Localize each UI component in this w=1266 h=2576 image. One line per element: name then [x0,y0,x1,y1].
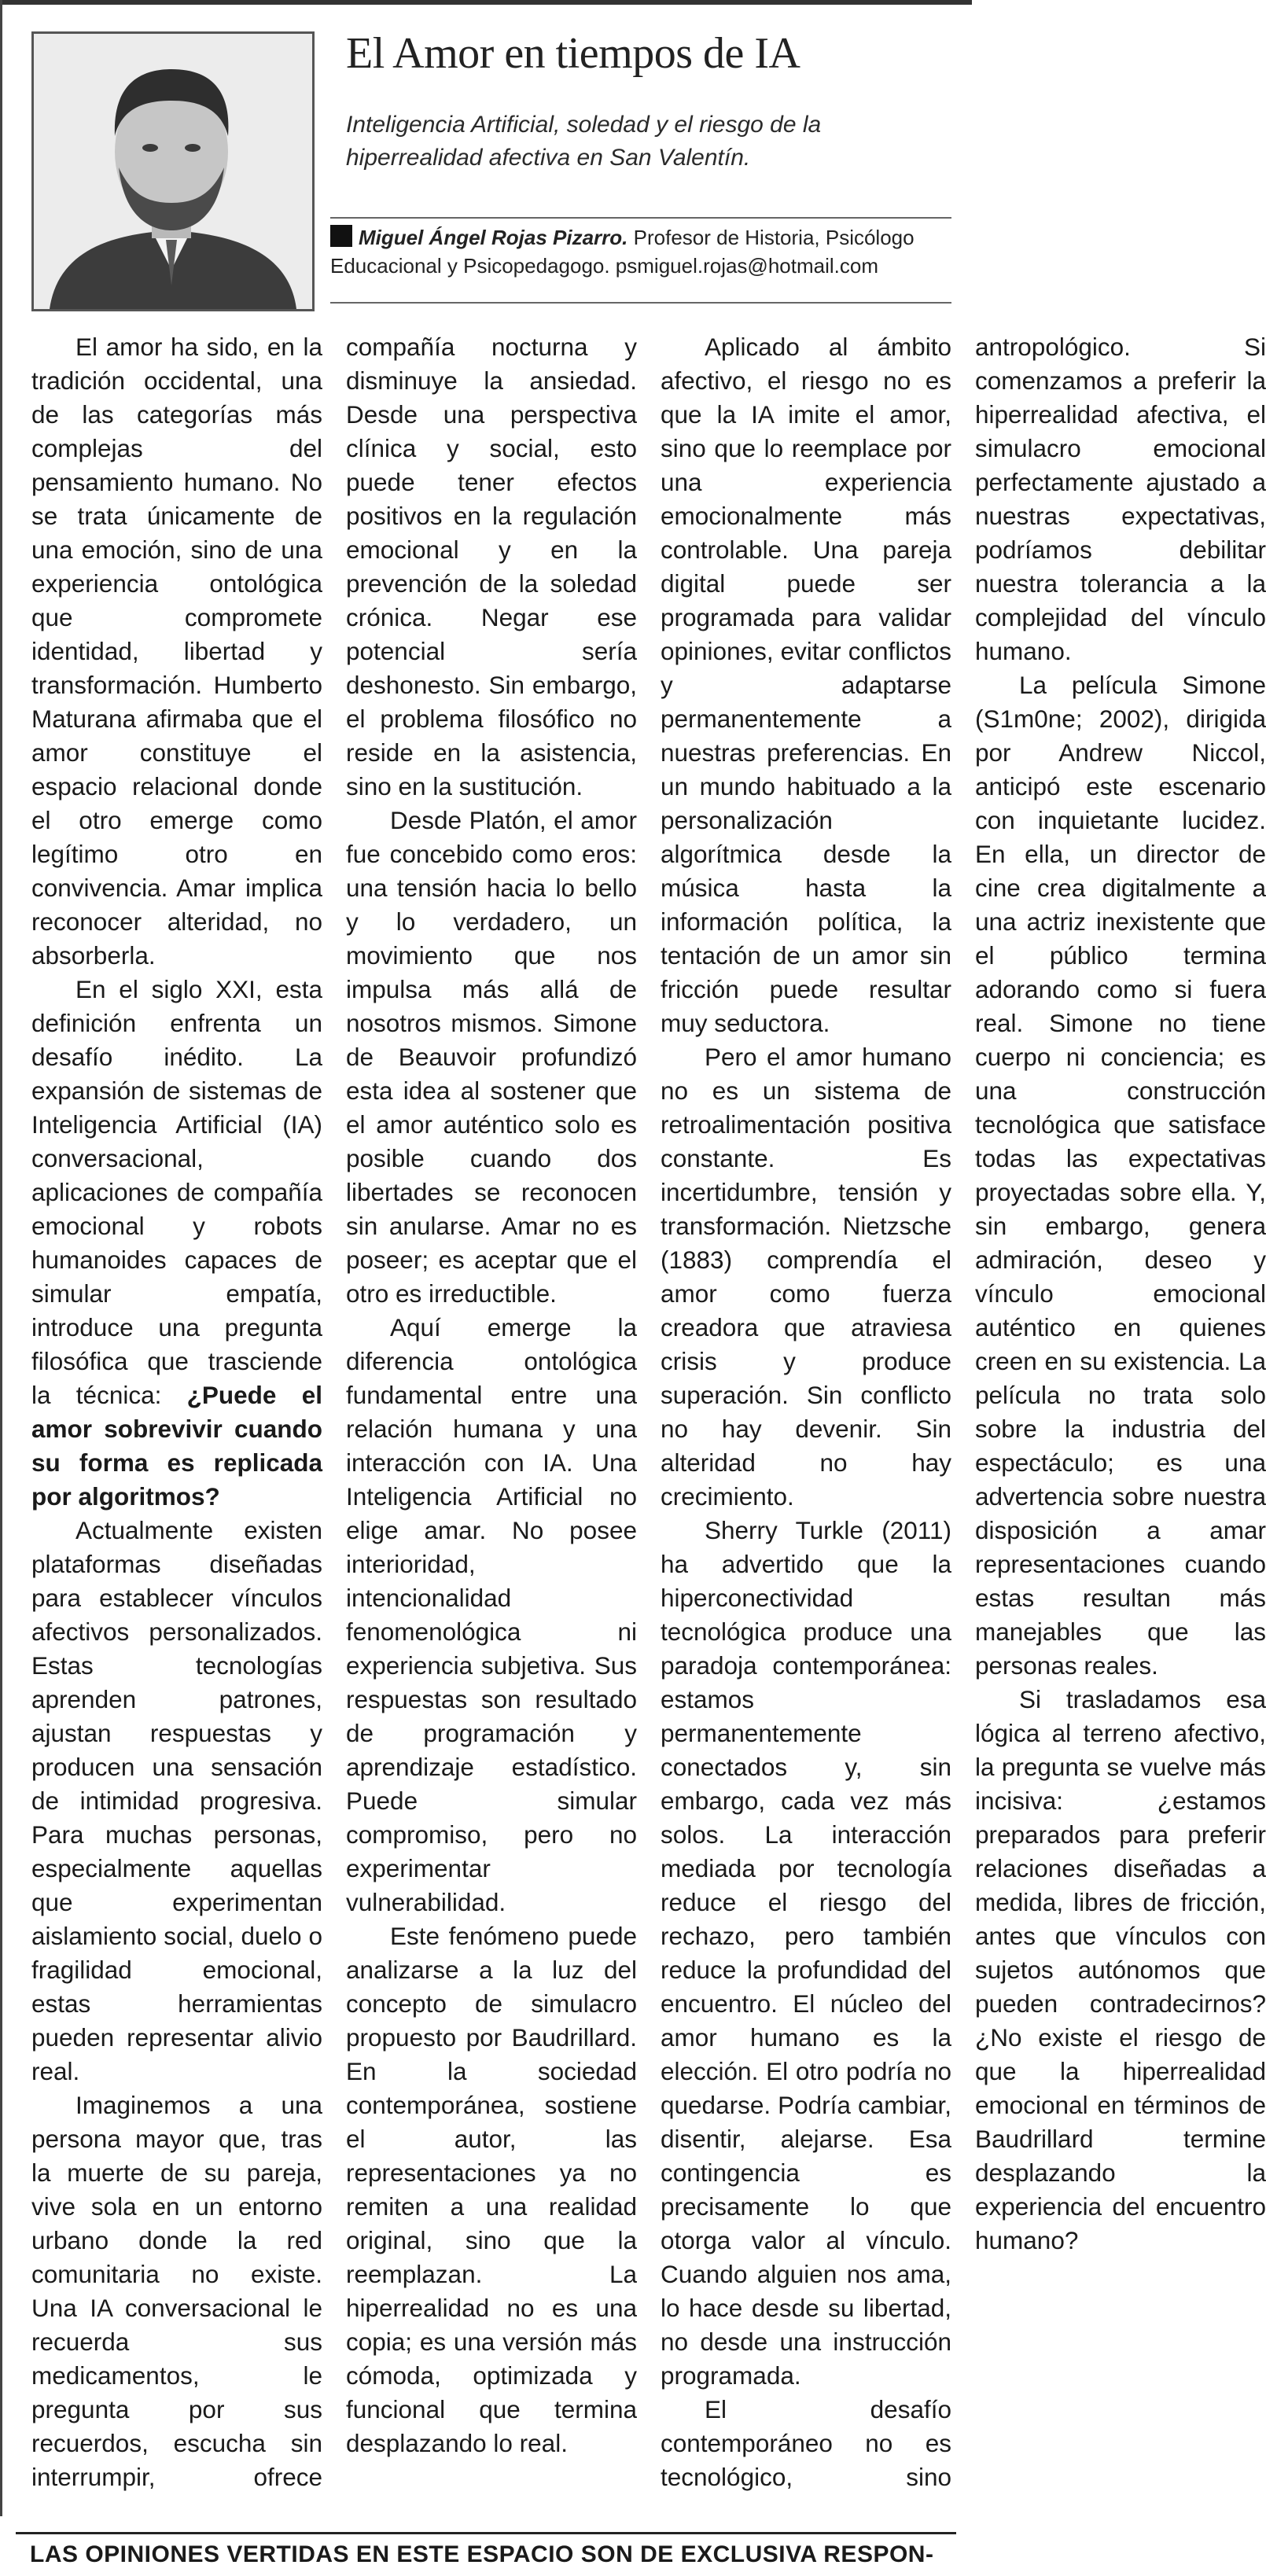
author-bio: Profesor de Historia, Psicólogo Educacional y Psicopedagogo. psmiguel.rojas@hotmail.com [330,226,915,278]
author-name: Miguel Ángel Rojas Pizarro. [359,226,628,249]
article-subtitle: Inteligencia Artificial, soledad y el riesgo de la hiperrealidad afectiva en San Valentín. [346,112,822,171]
paragraph: Pero el amor humano no es un sistema de retroalimentación positiva constante. Es incertidumbre, tensión y transformación. Nietzsche (1883) comprendía el amor como fuerza creadora que atraviesa crisis y produce superación. Sin conflicto no hay devenir. Sin alteridad no hay crecimiento. [661,1043,951,1511]
paragraph: El desafío contemporáneo no es tecnológico, sino antropológico. Si comenzamos a preferir la hiperrealidad afectiva, el simulacro emocional perfectamente ajustado a nuestras expectativas, podríamos debilitar nuestra tolerancia a la complejidad del vínculo humano. [661,333,1266,2491]
paragraph: Imaginemos a una persona mayor que, tras la muerte de su pareja, vive sola en un entorno urbano donde la red comunitaria no existe. Una IA conversacional le recuerda sus medicamentos, le pregunta por sus recuerdos, escucha sin interrumpir, ofrece compañía nocturna y disminuye la ansiedad. Desde una perspectiva clínica y social, esto puede tener efectos positivos en la regulación emocional y en la prevención de la soledad crónica. Negar ese potencial sería deshonesto. Sin embargo, el problema filosófico no reside en la asistencia, sino en la sustitución. [31,333,637,2491]
byline-square-icon [330,225,352,247]
author-separator-bottom [330,302,951,304]
footer-disclaimer: LAS OPINIONES VERTIDAS EN ESTE ESPACIO SON DE EXCLUSIVA RESPON- [30,2541,934,2567]
top-rule [0,0,972,5]
author-portrait-icon [34,34,312,309]
author-separator-top [330,217,951,219]
paragraph [31,973,322,1514]
key-question: ¿Puede el amor sobrevivir cuando su forma es replicada por algoritmos? [31,1381,323,1511]
paragraph: Desde Platón, el amor fue concebido como eros: una tensión hacia lo bello y lo verdadero, un movimiento que nos impulsa más allá de nosotros mismos. Simone de Beauvoir profundizó esta idea al sostener que el amor auténtico solo es posible cuando dos libertades se reconocen sin anularse. Amar no es poseer; es aceptar que el otro es irreductible. [346,806,637,1308]
paragraph: Sherry Turkle (2011) ha advertido que la hiperconectividad tecnológica produce una paradoja contemporánea: estamos permanentemente conectados y, sin embargo, cada vez más solos. La interacción mediada por tecnología reduce el riesgo del rechazo, pero también reduce la profundidad del encuentro. El núcleo del amor humano es la elección. El otro podría no quedarse. Podría cambiar, disentir, alejarse. Esa contingencia es precisamente lo que otorga valor al vínculo. Cuando alguien nos ama, lo hace desde su libertad, no desde una instrucción programada. [661,1516,951,2390]
article-title: El Amor en tiempos de IA [346,29,800,78]
paragraph: Aquí emerge la diferencia ontológica fundamental entre una relación humana y una interacción con IA. Una Inteligencia Artificial no elige amar. No posee interioridad, intencionalidad fenomenológica ni experiencia subjetiva. Sus respuestas son resultado de programación y aprendizaje estadístico. Puede simular compromiso, pero no experimentar vulnerabilidad. [346,1313,637,1916]
paragraph: Actualmente existen plataformas diseñadas para establecer vínculos afectivos personalizados. Estas tecnologías aprenden patrones, ajustan respuestas y producen una sensación de intimidad progresiva. Para muchas personas, especialmente aquellas que experimentan aislamiento social, duelo o fragilidad emocional, estas herramientas pueden representar alivio real. [31,1516,322,2085]
article-body [31,330,1266,2508]
paragraph: La película Simone (S1m0ne; 2002), dirigida por Andrew Niccol, anticipó este escenario con inquietante lucidez. En ella, un director de cine crea digitalmente a una actriz inexistente que el público termina adorando como si fuera real. Simone no tiene cuerpo ni conciencia; es una construcción tecnológica que satisface todas las expectativas proyectadas sobre ella. Y, sin embargo, genera admiración, deseo y vínculo emocional auténtico en quienes creen en su existencia. La película no trata solo sobre la industria del espectáculo; es una advertencia sobre nuestra disposición a amar representaciones cuando estas resultan más manejables que las personas reales. [975,671,1266,1680]
paragraph: Si trasladamos esa lógica al terreno afectivo, la pregunta se vuelve más incisiva: ¿estamos preparados para preferir relaciones diseñadas a medida, libres de fricción, antes que vínculos con sujetos autónomos que pueden contradecirnos? ¿No existe el riesgo de que la hiperrealidad emocional en términos de Baudrillard termine desplazando la experiencia del encuentro humano? [975,1685,1266,2254]
footer-rule [16,2532,956,2534]
author-byline [330,223,951,280]
author-photo [31,31,315,311]
paragraph: Aplicado al ámbito afectivo, el riesgo no es que la IA imite el amor, sino que lo reemplace por una experiencia emocionalmente más controlable. Una pareja digital puede ser programada para validar opiniones, evitar conflictos y adaptarse permanentemente a nuestras preferencias. En un mundo habituado a la personalización algorítmica desde la música hasta la información política, la tentación de un amor sin fricción puede resultar muy seductora. [661,333,951,1037]
paragraph-text: En el siglo XXI, esta definición enfrenta un desafío inédito. La expansión de sistemas de Inteligencia Artificial (IA) conversacional, aplicaciones de compañía emocional y robots humanoides capaces de simular empatía, introduce una pregunta filosófica que trasciende la técnica: [31,975,322,1409]
paragraph: El amor ha sido, en la tradición occidental, una de las categorías más complejas del pensamiento humano. No se trata únicamente de una emoción, sino de una experiencia ontológica que compromete identidad, libertad y transformación. Humberto Maturana afirmaba que el amor constituye el espacio relacional donde el otro emerge como legítimo otro en convivencia. Amar implica reconocer alteridad, no absorberla. [31,333,322,970]
paragraph: Este fenómeno puede analizarse a la luz del concepto de simulacro propuesto por Baudrillard. En la sociedad contemporánea, sostiene el autor, las representaciones ya no remiten a una realidad original, sino que la reemplazan. La hiperrealidad no es una copia; es una versión más cómoda, optimizada y funcional que termina desplazando lo real. [346,1922,637,2457]
left-rule [0,0,2,2516]
